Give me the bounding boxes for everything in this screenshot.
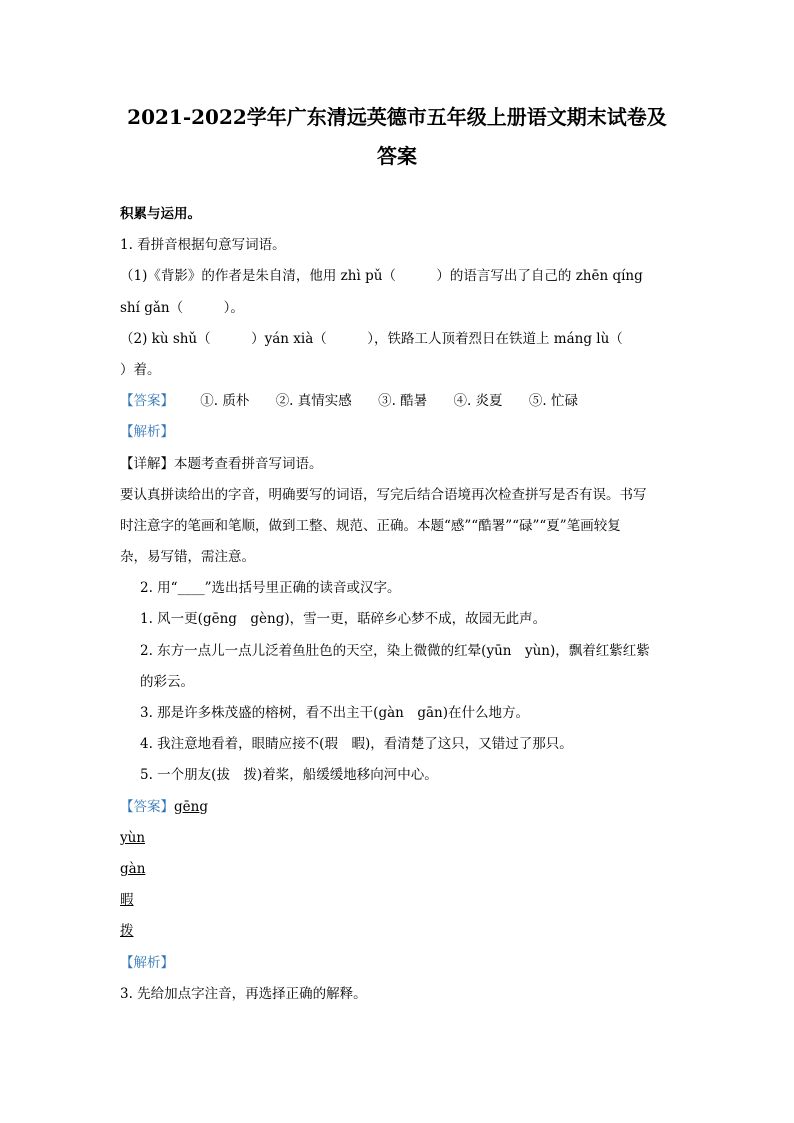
answer-label: 【答案】 (120, 798, 174, 815)
q1-line: （2) kù shǔ（ ）yán xià（ ），铁路工人顶着烈日在铁道上 máng lù（ (120, 330, 623, 347)
q1-answer (120, 386, 660, 417)
q2-sentence: 1. 风一更(gēng gèng)，雪一更，聒碎乡心梦不成，故园无此声。 (140, 611, 547, 628)
title-line-2: 答案 (377, 144, 417, 168)
answer-item: ①. 质朴 (200, 393, 250, 410)
analysis-label: 【解析】 (120, 424, 174, 441)
answer-item: 暇 (120, 892, 134, 909)
q1-line: （1)《背影》的作者是朱自清，他用 zhì pǔ（ ）的语言写出了自己的 zhēn qíng (120, 268, 643, 285)
q3-stem: 3. 先给加点字注音，再选择正确的解释。 (120, 985, 367, 1002)
q2-sentence: 2. 东方一点儿一点儿泛着鱼肚色的天空，染上微微的红晕(yūn yùn)，飘着红紫红紫 (140, 642, 650, 659)
answer-item: ④. 炎夏 (453, 393, 503, 410)
section-heading: 积累与运用。 (120, 206, 201, 222)
document-body (120, 199, 660, 1010)
q1-stem: 1. 看拼音根据句意写词语。 (120, 237, 286, 254)
document-title (110, 98, 684, 176)
q1-paragraph: 时注意字的笔画和笔顺，做到工整、规范、正确。本题“感”“酷署”“碌”“夏”笔画较复 (120, 517, 621, 534)
q2-answer (120, 792, 660, 823)
q2-sentence: 5. 一个朋友(拔 拨)着桨，船缓缓地移向河中心。 (140, 767, 438, 784)
title-line-1: 2021-2022学年广东清远英德市五年级上册语文期末试卷及 (127, 105, 667, 129)
q1-paragraph: 要认真拼读给出的字音，明确要写的词语，写完后结合语境再次检查拼写是否有误。书写 (120, 486, 647, 503)
q1-line: shí gǎn（ ）。 (120, 299, 244, 316)
answer-item: gēng (174, 798, 208, 815)
detail-text: 本题考查看拼音写词语。 (174, 455, 323, 472)
q1-line: ）着。 (120, 361, 161, 378)
q2-stem: 2. 用“____”选出括号里正确的读音或汉字。 (140, 580, 401, 597)
q2-sentence: 3. 那是许多株茂盛的榕树，看不出主干(gàn gān)在什么地方。 (140, 705, 529, 721)
analysis-label: 【解析】 (120, 954, 174, 971)
answer-label: 【答案】 (120, 393, 174, 410)
q2-sentence: 的彩云。 (140, 673, 194, 690)
detail-label: 【详解】 (120, 455, 174, 472)
answer-item: 拨 (120, 923, 134, 940)
q1-paragraph: 杂，易写错，需注意。 (120, 549, 255, 566)
answer-item: gàn (120, 860, 146, 877)
answer-item: ②. 真情实感 (275, 393, 352, 410)
answer-item: ③. 酷暑 (378, 393, 428, 410)
answer-item: yùn (120, 829, 146, 846)
q1-detail (120, 449, 660, 480)
q2-sentence: 4. 我注意地看着，眼睛应接不(瑕 暇)，看清楚了这只，又错过了那只。 (140, 736, 573, 753)
answer-item: ⑤. 忙碌 (528, 393, 578, 410)
